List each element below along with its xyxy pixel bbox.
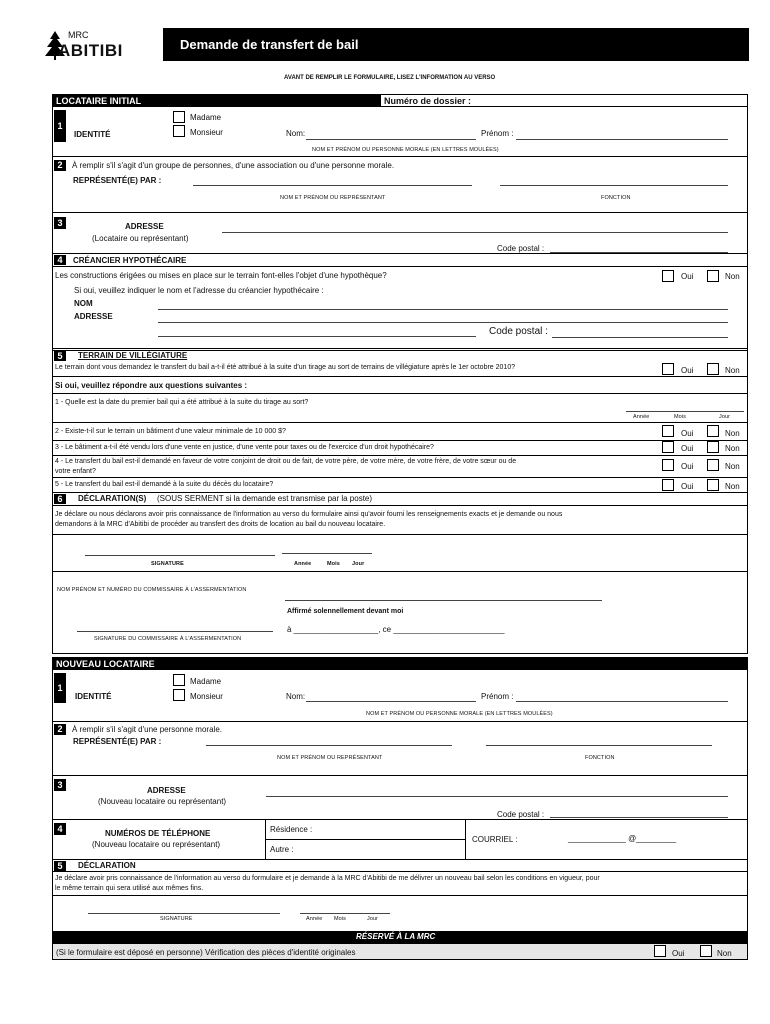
terrain-q2: 2 - Existe-t-il sur le terrain un bâtiment d'une valeur minimale de 10 000 $? [55, 428, 286, 435]
declaration-title-bold: DÉCLARATION(S) [78, 494, 147, 503]
rep-caption: NOM ET PRÉNOM OU REPRÉSENTANT [280, 195, 386, 201]
telephone-sub: (Nouveau locataire ou représentant) [92, 840, 221, 849]
nouveau-fonction-input[interactable] [486, 745, 712, 746]
terrain-q1: 1 - Quelle est la date du premier bail qui a été attribué à la suite du tirage au sort? [55, 399, 309, 406]
mrc-logo [44, 30, 136, 64]
a-ce-line: à ___________________, ce _________________________ [287, 625, 505, 634]
nouveau-declaration-text-2: le même terrain qui sera utilisé aux mêmes fins. [55, 885, 204, 892]
creancier-code-postal-input[interactable] [552, 337, 728, 338]
adresse-label: ADRESSE [125, 222, 164, 231]
commissaire-signature-caption: SIGNATURE DU COMMISSAIRE À L'ASSERMENTATION [94, 636, 242, 642]
commissaire-signature-input[interactable] [77, 631, 273, 632]
creancier-title: CRÉANCIER HYPOTHÉCAIRE [73, 256, 187, 265]
creancier-question: Les constructions érigées ou mises en place sur le terrain font-elles l'objet d'une hypothèque? [55, 271, 387, 280]
s2-text: À remplir s'il s'agit d'un groupe de personnes, d'une association ou d'une personne morale. [72, 161, 395, 170]
nouveau-s2-text: À remplir s'il s'agit d'une personne morale. [72, 725, 222, 734]
declaration-text-2: demandons à la MRC d'Abitibi de procéder au transfert des droits de location au bail du nouveau locataire. [55, 521, 386, 528]
declaration-jour: Jour [352, 561, 365, 567]
reserve-oui-checkbox[interactable] [654, 945, 666, 957]
nouveau-prenom-label: Prénom : [481, 692, 514, 701]
section-3-number: 3 [54, 217, 66, 229]
affirme-text: Affirmé solennellement devant moi [287, 608, 404, 615]
q3-oui-label: Oui [681, 444, 694, 453]
q4-oui-label: Oui [681, 462, 694, 471]
represente-label: REPRÉSENTÉ(E) PAR : [73, 176, 162, 185]
terrain-oui-checkbox[interactable] [662, 363, 674, 375]
creancier-code-postal-label: Code postal : [489, 326, 548, 337]
q4-non-checkbox[interactable] [707, 459, 719, 471]
creancier-adresse-line2[interactable] [158, 336, 476, 337]
terrain-si-oui: Si oui, veuillez répondre aux questions suivantes : [55, 381, 248, 390]
declaration-mois: Mois [327, 561, 340, 567]
nouveau-header: NOUVEAU LOCATAIRE [56, 659, 155, 669]
dossier-label: Numéro de dossier : [384, 96, 472, 106]
creancier-oui-checkbox[interactable] [662, 270, 674, 282]
nouveau-code-postal-label: Code postal : [497, 810, 545, 819]
nouveau-nom-label: Nom: [286, 692, 306, 701]
nouveau-section-5-number: 5 [54, 861, 66, 871]
commissaire-nom-input[interactable] [285, 600, 602, 601]
nouveau-signature-caption: SIGNATURE [160, 916, 193, 922]
section-2-number: 2 [54, 160, 66, 171]
fonction-caption: FONCTION [601, 195, 631, 201]
nouveau-section-3-number: 3 [54, 779, 66, 791]
q3-non-checkbox[interactable] [707, 441, 719, 453]
nouveau-madame-label: Madame [190, 677, 222, 686]
date-premier-bail-input[interactable] [626, 411, 744, 412]
nouveau-section-1-number: 1 [54, 673, 66, 703]
q3-oui-checkbox[interactable] [662, 441, 674, 453]
declaration-signature-caption: SIGNATURE [151, 561, 184, 567]
identite-label: IDENTITÉ [74, 130, 111, 139]
representant-input[interactable] [193, 185, 472, 186]
q3-non-label: Non [725, 444, 740, 453]
creancier-si-oui: Si oui, veuillez indiquer le nom et l'adresse du créancier hypothécaire : [74, 286, 324, 295]
prenom-label: Prénom : [481, 129, 514, 138]
reserve-non-checkbox[interactable] [700, 945, 712, 957]
creancier-non-label: Non [725, 272, 740, 281]
creancier-non-checkbox[interactable] [707, 270, 719, 282]
terrain-non-label: Non [725, 366, 740, 375]
nom-input[interactable] [306, 139, 476, 140]
section-5-number: 5 [54, 351, 66, 361]
creancier-adresse-input[interactable] [158, 322, 728, 323]
q5-non-checkbox[interactable] [707, 479, 719, 491]
nouveau-declaration-text-1: Je déclare avoir pris connaissance de l'information au verso du formulaire et je demande à la MRC d'Abitibi de me délivrer un nouveau bail selon les conditions en vigueur, pour [55, 875, 600, 882]
instruction-text: AVANT DE REMPLIR LE FORMULAIRE, LISEZ L'INFORMATION AU VERSO [284, 75, 496, 81]
monsieur-label: Monsieur [190, 128, 223, 137]
nouveau-madame-checkbox[interactable] [173, 674, 185, 686]
nouveau-mois: Mois [334, 916, 347, 922]
nouveau-nom-input[interactable] [306, 701, 476, 702]
declaration-signature-input[interactable] [85, 555, 275, 556]
nouveau-jour: Jour [367, 916, 379, 922]
courriel-input[interactable]: _____________ @_________ [568, 834, 677, 843]
logo-small-text: MRC [68, 30, 89, 40]
q1-annee: Année [633, 414, 650, 420]
q5-oui-label: Oui [681, 482, 694, 491]
nom-caption: NOM ET PRÉNOM OU PERSONNE MORALE (EN LETTRES MOULÉES) [312, 147, 499, 153]
autre-label[interactable]: Autre : [270, 845, 294, 854]
q5-non-label: Non [725, 482, 740, 491]
reserve-title: RÉSERVÉ À LA MRC [356, 932, 436, 941]
nouveau-prenom-input[interactable] [516, 701, 728, 702]
terrain-title: TERRAIN DE VILLÉGIATURE [78, 351, 188, 360]
reserve-text: (Si le formulaire est déposé en personne) Vérification des pièces d'identité originales [56, 948, 356, 957]
adresse-input[interactable] [222, 232, 728, 233]
residence-label[interactable]: Résidence : [270, 825, 313, 834]
q2-non-label: Non [725, 429, 740, 438]
nouveau-adresse-sub: (Nouveau locataire ou représentant) [98, 797, 227, 806]
q5-oui-checkbox[interactable] [662, 479, 674, 491]
nouveau-header-bar [52, 657, 748, 670]
terrain-non-checkbox[interactable] [707, 363, 719, 375]
nouveau-identite-label: IDENTITÉ [75, 692, 112, 701]
creancier-nom-input[interactable] [158, 309, 728, 310]
nom-label: Nom: [286, 129, 306, 138]
telephone-title: NUMÉROS DE TÉLÉPHONE [105, 829, 211, 838]
q1-jour: Jour [719, 414, 731, 420]
monsieur-checkbox[interactable] [173, 125, 185, 137]
logo-big-text: ABITIBI [58, 41, 123, 60]
nouveau-monsieur-checkbox[interactable] [173, 689, 185, 701]
declaration-annee: Année [294, 561, 312, 567]
creancier-adresse-label: ADRESSE [74, 312, 113, 321]
nouveau-date-input[interactable] [300, 913, 390, 914]
nouveau-representant-input[interactable] [206, 745, 452, 746]
nouveau-declaration-title: DÉCLARATION [78, 861, 136, 870]
declaration-title-rest: (SOUS SERMENT si la demande est transmise par la poste) [157, 494, 373, 503]
section-6-number: 6 [54, 494, 66, 504]
initial-header: LOCATAIRE INITIAL [56, 96, 142, 106]
nouveau-section-2-number: 2 [54, 724, 66, 735]
fonction-input[interactable] [500, 185, 728, 186]
q2-oui-checkbox[interactable] [662, 425, 674, 437]
adresse-sub: (Locataire ou représentant) [92, 234, 189, 243]
terrain-question: Le terrain dont vous demandez le transfert du bail a-t-il été attribué à la suite d'un tirage au sort de terrains de villégiature après le 1er octobre 2010? [55, 364, 516, 371]
nouveau-adresse-label: ADRESSE [147, 786, 186, 795]
nouveau-signature-input[interactable] [88, 913, 280, 914]
nouveau-nom-caption: NOM ET PRÉNOM OU PERSONNE MORALE (EN LETTRES MOULÉES) [366, 711, 553, 717]
section-4-number: 4 [54, 255, 66, 265]
terrain-q3: 3 - Le bâtiment a-t-il été vendu lors d'une vente en justice, d'une vente pour taxes ou de l'exercice d'un droit hypothécaire? [55, 444, 434, 451]
madame-label: Madame [190, 113, 222, 122]
nouveau-annee: Année [306, 916, 323, 922]
code-postal-label: Code postal : [497, 244, 545, 253]
creancier-oui-label: Oui [681, 272, 694, 281]
nouveau-fonction-caption: FONCTION [585, 755, 615, 761]
declaration-text-1: Je déclare ou nous déclarons avoir pris connaissance de l'information au verso du formulaire ainsi qu'avoir fourni les renseignements exacts et je demande ou nous [55, 511, 563, 518]
declaration-date-input[interactable] [282, 553, 372, 554]
q1-mois: Mois [674, 414, 687, 420]
nouveau-adresse-input[interactable] [266, 796, 728, 797]
terrain-q4b: votre enfant? [55, 468, 96, 475]
courriel-label: COURRIEL : [472, 835, 518, 844]
madame-checkbox[interactable] [173, 111, 185, 123]
terrain-q4a: 4 - Le transfert du bail est-il demandé en faveur de votre conjoint de droit ou de fait, de votre père, de votre mère, de votre frère, de votre sœur ou de [55, 458, 517, 465]
nouveau-represente-label: REPRÉSENTÉ(E) PAR : [73, 737, 162, 746]
nouveau-rep-caption: NOM ET PRÉNOM OU REPRÉSENTANT [277, 755, 383, 761]
nouveau-monsieur-label: Monsieur [190, 692, 223, 701]
page-title: Demande de transfert de bail [180, 37, 359, 52]
q4-oui-checkbox[interactable] [662, 459, 674, 471]
section-1-number: 1 [54, 110, 66, 142]
prenom-input[interactable] [516, 139, 728, 140]
creancier-nom-label: NOM [74, 299, 93, 308]
terrain-oui-label: Oui [681, 366, 694, 375]
q2-non-checkbox[interactable] [707, 425, 719, 437]
nouveau-section-4-number: 4 [54, 823, 66, 835]
terrain-q5: 5 - Le transfert du bail est-il demandé à la suite du décès du locataire? [55, 481, 274, 488]
reserve-non-label: Non [717, 949, 732, 958]
commissaire-nom-caption: NOM PRÉNOM ET NUMÉRO DU COMMISSAIRE À L'ASSERMENTATION [57, 587, 247, 593]
q2-oui-label: Oui [681, 429, 694, 438]
q4-non-label: Non [725, 462, 740, 471]
nouveau-code-postal-input[interactable] [550, 817, 728, 818]
reserve-oui-label: Oui [672, 949, 685, 958]
